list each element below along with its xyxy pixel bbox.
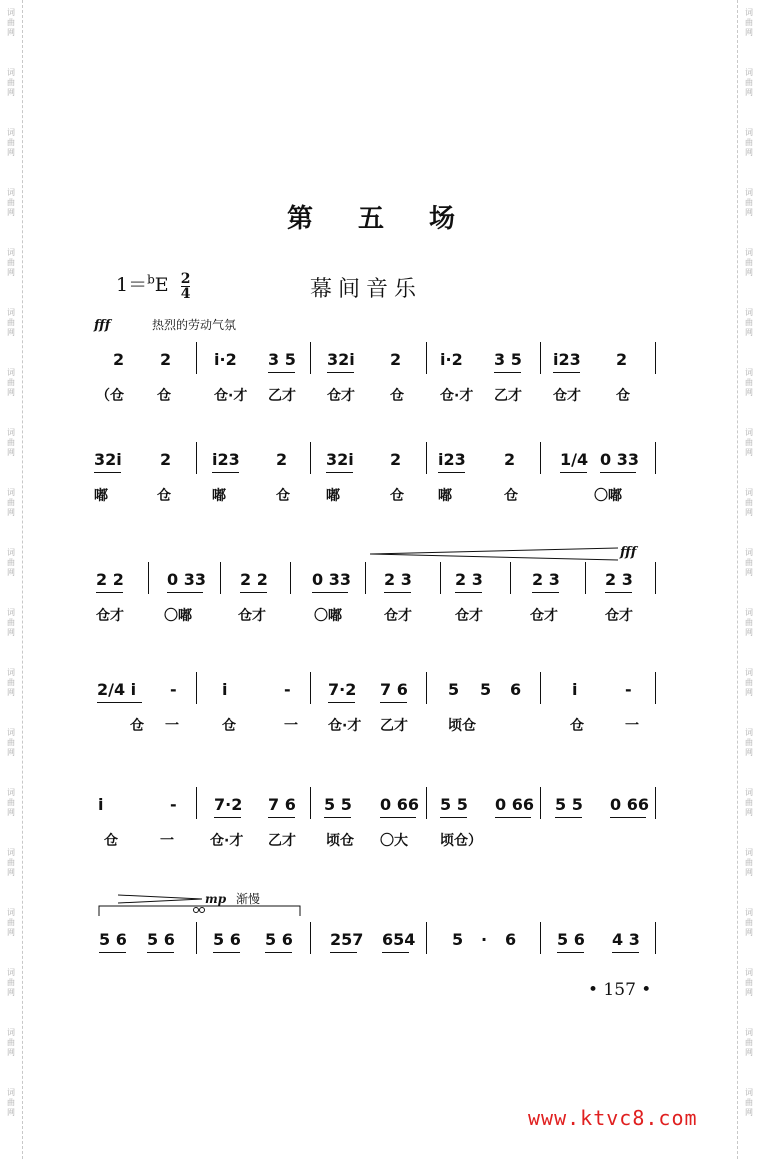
beam-line: [212, 472, 239, 473]
beam-line: [557, 952, 584, 953]
note: i: [572, 680, 578, 699]
note: 1/4: [560, 450, 589, 469]
bar-line: [148, 562, 149, 594]
note: 7 6: [268, 795, 296, 814]
note: 2: [390, 350, 402, 369]
margin-watermark-mark: 词 曲 网: [745, 728, 753, 757]
percussion-syllable: 一: [160, 833, 174, 849]
expression-text: 热烈的劳动气氛: [152, 318, 237, 332]
bar-line: [585, 562, 586, 594]
note: -: [625, 680, 632, 699]
note: 6: [505, 930, 517, 949]
percussion-syllable: 仓·才: [328, 718, 362, 734]
note: 5: [452, 930, 464, 949]
margin-watermark-mark: 词 曲 网: [7, 668, 15, 697]
beam-line: [268, 372, 295, 373]
percussion-syllable: 仓: [616, 388, 630, 404]
note: 2 3: [384, 570, 412, 589]
time-signature: [181, 272, 191, 301]
beam-line: [384, 592, 411, 593]
note: i23: [438, 450, 466, 469]
bar-line: [310, 922, 311, 954]
note: i·2: [214, 350, 237, 369]
margin-watermark-mark: 词 曲 网: [7, 788, 15, 817]
percussion-syllable: 仓才: [605, 608, 633, 624]
dynamic-fff-2: fff: [620, 545, 637, 560]
note: 2 3: [532, 570, 560, 589]
margin-watermark-mark: 词 曲 网: [745, 428, 753, 457]
margin-watermark-mark: 词 曲 网: [7, 968, 15, 997]
bar-line: [426, 787, 427, 819]
percussion-syllable: 〇嘟: [594, 488, 622, 504]
percussion-syllable: 仓: [390, 388, 404, 404]
beam-line: [494, 372, 521, 373]
note: 5 5: [555, 795, 583, 814]
bar-line: [310, 442, 311, 474]
subtitle: 幕间音乐: [310, 277, 423, 302]
margin-watermark-mark: 词 曲 网: [745, 128, 753, 157]
beam-line: [265, 952, 292, 953]
percussion-syllable: 仓: [570, 718, 584, 734]
note: 2: [160, 450, 172, 469]
percussion-syllable: 仓: [222, 718, 236, 734]
margin-watermark-mark: 词 曲 网: [745, 368, 753, 397]
beam-line: [455, 592, 482, 593]
percussion-syllable: 仓: [130, 718, 144, 734]
margin-watermark-mark: 词 曲 网: [745, 908, 753, 937]
bar-line: [440, 562, 441, 594]
note: i23: [553, 350, 581, 369]
percussion-syllable: 仓·才: [440, 388, 474, 404]
page-number: • 157 •: [588, 980, 652, 1000]
note: 4 3: [612, 930, 640, 949]
margin-watermark-mark: 词 曲 网: [745, 788, 753, 817]
percussion-syllable: 〇大: [380, 833, 408, 849]
note: 5 5: [440, 795, 468, 814]
bar-line: [540, 922, 541, 954]
beam-line: [240, 592, 267, 593]
percussion-syllable: 一: [625, 718, 639, 734]
beam-line: [553, 372, 580, 373]
percussion-syllable: 仓: [104, 833, 118, 849]
bar-line: [540, 342, 541, 374]
margin-watermark-mark: 词 曲 网: [7, 548, 15, 577]
note: 5: [480, 680, 492, 699]
bar-line: [365, 562, 366, 594]
note: 0 33: [167, 570, 206, 589]
percussion-syllable: 嘟: [94, 488, 108, 504]
beam-line: [600, 472, 636, 473]
percussion-syllable: 乙才: [380, 718, 408, 734]
beam-line: [560, 472, 587, 473]
expression-rit: 渐慢: [236, 892, 261, 906]
bar-line: [426, 922, 427, 954]
beam-line: [97, 702, 142, 703]
bar-line: [290, 562, 291, 594]
bar-line: [196, 672, 197, 704]
percussion-syllable: 仓: [157, 488, 171, 504]
bar-line: [426, 342, 427, 374]
bar-line: [426, 442, 427, 474]
note: i: [222, 680, 228, 699]
slur-bracket: [98, 904, 302, 918]
margin-watermark-mark: 词 曲 网: [745, 68, 753, 97]
percussion-syllable: 仓才: [455, 608, 483, 624]
note: 2 2: [96, 570, 124, 589]
note: 5: [448, 680, 460, 699]
margin-watermark-mark: 词 曲 网: [7, 428, 15, 457]
percussion-syllable: 嘟: [212, 488, 226, 504]
flat-sign: b: [147, 272, 155, 287]
note: 32i: [94, 450, 122, 469]
note: 2: [276, 450, 288, 469]
margin-watermark-mark: 词 曲 网: [745, 1088, 753, 1117]
beam-line: [532, 592, 559, 593]
bar-line: [426, 672, 427, 704]
note: 6: [510, 680, 522, 699]
note: -: [284, 680, 291, 699]
margin-watermark-mark: 词 曲 网: [745, 608, 753, 637]
note: 0 66: [610, 795, 649, 814]
bar-line: [196, 442, 197, 474]
bar-line: [310, 787, 311, 819]
margin-watermark-mark: 词 曲 网: [745, 488, 753, 517]
bar-line: [540, 672, 541, 704]
margin-watermark-mark: 词 曲 网: [7, 128, 15, 157]
margin-watermark-mark: 词 曲 网: [7, 248, 15, 277]
bar-line: [655, 562, 656, 594]
percussion-syllable: （仓: [96, 388, 124, 404]
percussion-syllable: 仓: [390, 488, 404, 504]
note: 2 2: [240, 570, 268, 589]
note: i·2: [440, 350, 463, 369]
note: 2 3: [605, 570, 633, 589]
percussion-syllable: 仓: [504, 488, 518, 504]
beam-line: [495, 817, 531, 818]
note: 0 33: [312, 570, 351, 589]
margin-watermark-mark: 词 曲 网: [7, 8, 15, 37]
bar-line: [655, 442, 656, 474]
beam-line: [96, 592, 123, 593]
note: 654: [382, 930, 416, 949]
percussion-syllable: 仓: [157, 388, 171, 404]
beam-line: [147, 952, 174, 953]
beam-line: [330, 952, 357, 953]
percussion-syllable: 一: [284, 718, 298, 734]
percussion-syllable: 仓才: [327, 388, 355, 404]
note: 2: [390, 450, 402, 469]
percussion-syllable: 仓·才: [210, 833, 244, 849]
bar-line: [196, 342, 197, 374]
time-denominator: 4: [180, 285, 191, 302]
bar-line: [196, 787, 197, 819]
note: -: [170, 680, 177, 699]
percussion-syllable: 〇嘟: [164, 608, 192, 624]
note: i23: [212, 450, 240, 469]
beam-line: [94, 472, 121, 473]
note: 5 6: [99, 930, 127, 949]
note: 2/4 i: [97, 680, 137, 699]
beam-line: [382, 952, 409, 953]
key-label: 1＝: [116, 274, 148, 296]
note: ·: [481, 930, 488, 949]
percussion-syllable: 仓·才: [214, 388, 248, 404]
margin-watermark-mark: 词 曲 网: [7, 188, 15, 217]
percussion-syllable: 仓才: [553, 388, 581, 404]
bar-line: [510, 562, 511, 594]
tonic: E: [154, 274, 169, 296]
bar-line: [540, 787, 541, 819]
percussion-syllable: 顷仓）: [440, 833, 482, 849]
beam-line: [380, 702, 407, 703]
time-numerator: 2: [180, 270, 191, 287]
percussion-syllable: 乙才: [268, 388, 296, 404]
margin-watermark-mark: 词 曲 网: [745, 668, 753, 697]
margin-watermark-mark: 词 曲 网: [7, 848, 15, 877]
beam-line: [213, 952, 240, 953]
note: 5 6: [265, 930, 293, 949]
margin-watermark-mark: 词 曲 网: [7, 308, 15, 337]
beam-line: [214, 817, 241, 818]
note: 2: [113, 350, 125, 369]
bar-line: [655, 342, 656, 374]
beam-line: [610, 817, 646, 818]
margin-watermark-mark: 词 曲 网: [745, 308, 753, 337]
bar-line: [220, 562, 221, 594]
bar-line: [655, 922, 656, 954]
margin-watermark-mark: 词 曲 网: [7, 1028, 15, 1057]
note: 7·2: [328, 680, 357, 699]
bar-line: [310, 342, 311, 374]
margin-watermark-mark: 词 曲 网: [745, 248, 753, 277]
note: 257: [330, 930, 364, 949]
margin-watermark-mark: 词 曲 网: [7, 728, 15, 757]
margin-watermark-mark: 词 曲 网: [745, 848, 753, 877]
percussion-syllable: 乙才: [268, 833, 296, 849]
note: 7·2: [214, 795, 243, 814]
percussion-syllable: 嘟: [326, 488, 340, 504]
margin-watermark-mark: 词 曲 网: [7, 488, 15, 517]
margin-watermark-mark: 词 曲 网: [745, 548, 753, 577]
percussion-syllable: 仓才: [96, 608, 124, 624]
note: -: [170, 795, 177, 814]
beam-line: [167, 592, 203, 593]
note: i: [98, 795, 104, 814]
margin-watermark-mark: 词 曲 网: [7, 68, 15, 97]
bar-line: [310, 672, 311, 704]
percussion-syllable: 仓: [276, 488, 290, 504]
note: 7 6: [380, 680, 408, 699]
beam-line: [605, 592, 632, 593]
percussion-syllable: 一: [165, 718, 179, 734]
beam-line: [440, 817, 467, 818]
beam-line: [324, 817, 351, 818]
note: 5 6: [213, 930, 241, 949]
note: 0 66: [380, 795, 419, 814]
beam-line: [326, 472, 353, 473]
margin-watermark-mark: 词 曲 网: [7, 1088, 15, 1117]
bar-line: [655, 672, 656, 704]
note: 0 66: [495, 795, 534, 814]
crescendo-hairpin: [370, 546, 620, 562]
percussion-syllable: 顷仓: [448, 718, 476, 734]
note: 32i: [327, 350, 355, 369]
note: 5 6: [147, 930, 175, 949]
note: 3 5: [494, 350, 522, 369]
margin-watermark-mark: 词 曲 网: [745, 968, 753, 997]
note: 32i: [326, 450, 354, 469]
note: 2: [160, 350, 172, 369]
beam-line: [327, 372, 354, 373]
margin-watermark-mark: 词 曲 网: [7, 908, 15, 937]
percussion-syllable: 顷仓: [326, 833, 354, 849]
note: 3 5: [268, 350, 296, 369]
margin-watermark-mark: 词 曲 网: [7, 608, 15, 637]
margin-watermark-mark: 词 曲 网: [7, 368, 15, 397]
margin-watermark-mark: 词 曲 网: [745, 1028, 753, 1057]
percussion-syllable: 仓才: [530, 608, 558, 624]
note: 2: [504, 450, 516, 469]
bar-line: [196, 922, 197, 954]
beam-line: [312, 592, 348, 593]
percussion-syllable: 仓才: [384, 608, 412, 624]
margin-watermark-mark: 词 曲 网: [745, 8, 753, 37]
bar-line: [540, 442, 541, 474]
percussion-syllable: 嘟: [438, 488, 452, 504]
key-signature: [116, 270, 190, 301]
note: 0 33: [600, 450, 639, 469]
note: 2: [616, 350, 628, 369]
beam-line: [380, 817, 416, 818]
beam-line: [612, 952, 639, 953]
beam-line: [268, 817, 295, 818]
beam-line: [328, 702, 355, 703]
percussion-syllable: 仓才: [238, 608, 266, 624]
dynamic-mp: mp: [205, 892, 227, 906]
note: 5 5: [324, 795, 352, 814]
margin-watermark-mark: 词 曲 网: [745, 188, 753, 217]
note: 5 6: [557, 930, 585, 949]
beam-line: [438, 472, 465, 473]
percussion-syllable: 〇嘟: [314, 608, 342, 624]
dynamic-fff: fff: [94, 318, 111, 333]
beam-line: [555, 817, 582, 818]
beam-line: [99, 952, 126, 953]
note: 2 3: [455, 570, 483, 589]
percussion-syllable: 乙才: [494, 388, 522, 404]
bar-line: [655, 787, 656, 819]
page-title: 第 五 场: [286, 204, 474, 234]
site-watermark: www.ktvc8.com: [528, 1106, 698, 1130]
